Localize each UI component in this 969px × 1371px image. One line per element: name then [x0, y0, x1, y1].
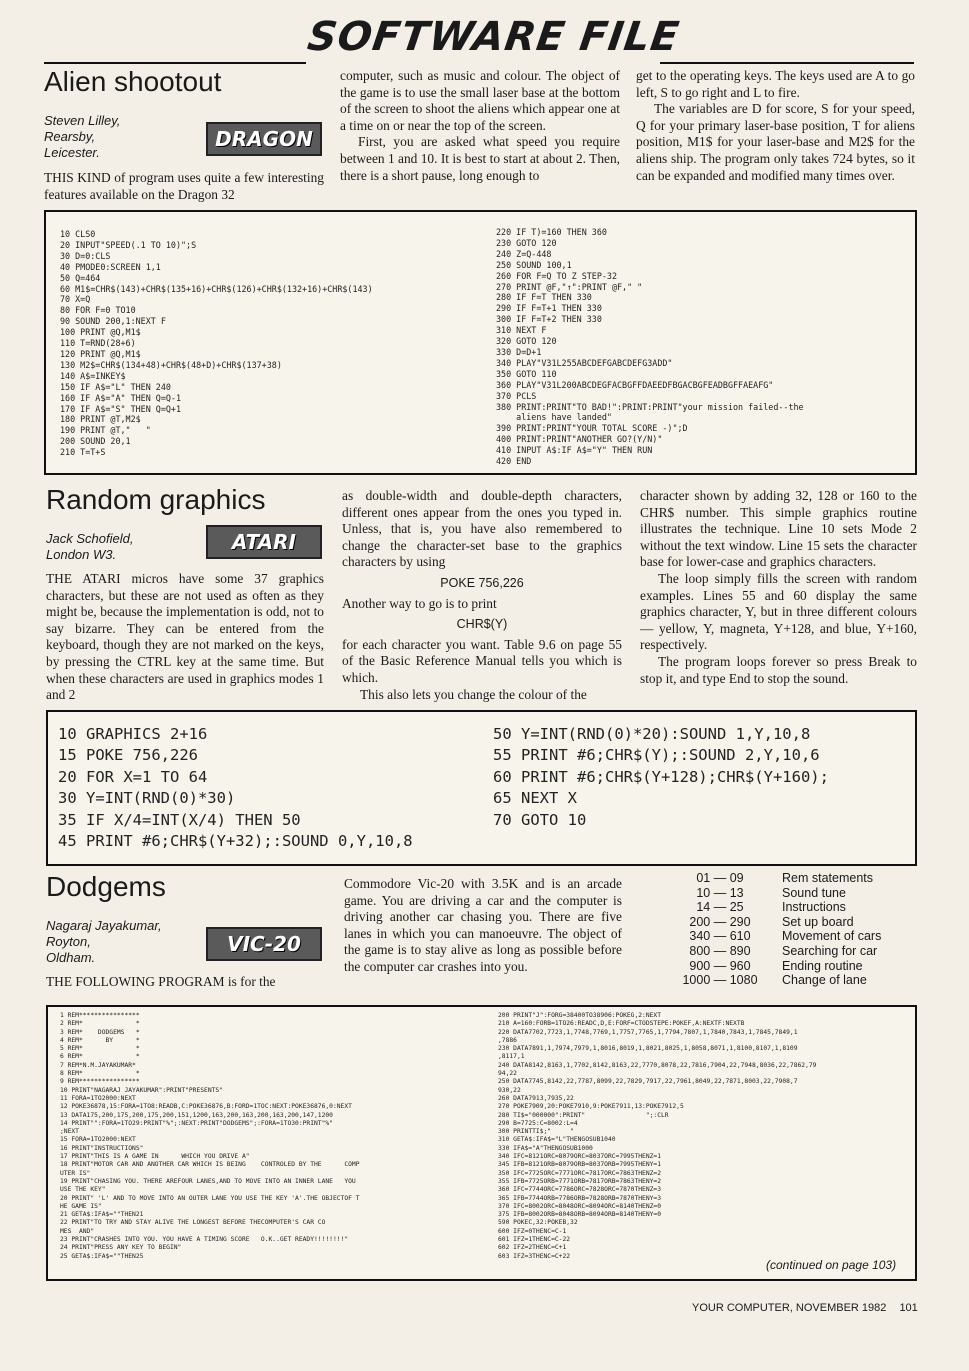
code-line: 210 A=160:FORB=1TO26:READC,D,E:FORF=CTODSTEPE:POKEF,A:NEXTF:NEXTB — [498, 1020, 745, 1028]
code-line: 355 IFB=7725ORB=7771ORB=7817ORB=7863THENY=2 — [498, 1177, 662, 1185]
header-rule-left — [44, 62, 306, 64]
table-row — [670, 929, 920, 944]
dragon-platform-badge: DRAGON — [206, 122, 322, 156]
code-line: 210 T=T+S — [60, 447, 106, 458]
line-range: 900 — 960 — [689, 958, 751, 973]
code-line: 310 GETA$:IFA$="L"THENGOSUB1040 — [498, 1136, 616, 1144]
code-line: 240 DATA8142,8163,1,7702,8142,8163,22,7770,8078,22,7816,7904,22,7948,8036,22,7862,79 — [498, 1061, 817, 1069]
code-line: 70 X=Q — [60, 294, 91, 305]
table-row — [670, 915, 920, 930]
code-line: 8 REM* * — [60, 1070, 140, 1078]
code-line: 290 B=7725:C=8002:L=4 — [498, 1119, 578, 1127]
code-line: 3 REM* DODGEMS * — [60, 1028, 140, 1036]
code-line: 360 PLAY"V31L200ABCDEGFACBGFFDAEEDFBGACBGFEADBGFFAEAFG" — [496, 379, 774, 390]
code-line: 150 IF A$="L" THEN 240 — [60, 381, 171, 392]
code-line: 290 IF F=T+1 THEN 330 — [496, 303, 602, 314]
article-title-random-graphics: Random graphics — [46, 484, 266, 515]
code-line: 602 IFZ=2THENC=C+1 — [498, 1244, 567, 1252]
code-line: 180 PRINT @T,M2$ — [60, 414, 141, 425]
table-row — [670, 886, 920, 901]
code-line: 100 PRINT @Q,M1$ — [60, 327, 141, 338]
code-line: ,7886 — [498, 1036, 517, 1044]
code-line: 6 REM* * — [60, 1053, 140, 1061]
code-line: 94,22 — [498, 1070, 517, 1078]
code-line: 365 IFB=7744ORB=7786ORB=7828ORB=7870THENY=3 — [498, 1194, 662, 1202]
code-line: 270 PRINT @F,"↑":PRINT @F," " — [496, 281, 643, 292]
code-line: 50 Y=INT(RND(0)*20):SOUND 1,Y,10,8 — [493, 725, 811, 743]
code-line: 345 IFB=8121ORB=8079ORB=8037ORB=7995THENY=1 — [498, 1161, 662, 1169]
code-line: 16 PRINT"INSTRUCTIONS" — [60, 1144, 144, 1152]
code-line: 60 M1$=CHR$(143)+CHR$(135+16)+CHR$(126)+CHR$(132+16)+CHR$(143) — [60, 283, 373, 294]
code-line: 420 END — [496, 456, 532, 467]
code-line: 10 GRAPHICS 2+16 — [58, 725, 208, 743]
code-line: 601 IFZ=1THENC=C-22 — [498, 1236, 571, 1244]
code-line: 30 D=0:CLS — [60, 250, 111, 261]
code-line: 590 POKEC,32:POKEB,32 — [498, 1219, 578, 1227]
code-line: 370 IFC=8002ORC=8048ORC=8094ORC=8140THENZ=0 — [498, 1202, 662, 1210]
line-range: 340 — 610 — [689, 929, 751, 944]
line-description: Ending routine — [782, 958, 863, 973]
code-line: 50 Q=464 — [60, 272, 101, 283]
code-line: 260 DATA7913,7935,22 — [498, 1094, 574, 1102]
code-line: 190 PRINT @T," " — [60, 425, 151, 436]
code-line: 250 DATA7745,8142,22,7787,8099,22,7829,7917,22,7961,8049,22,7871,8003,22,7908,7 — [498, 1078, 798, 1086]
line-range: 10 — 13 — [696, 885, 744, 900]
code-line: 230 DATA7891,1,7974,7979,1,8016,8019,1,8021,8025,1,8058,8071,1,8100,8107,1,8109 — [498, 1045, 798, 1053]
code-line: 14 PRINT"":FORA=1TO29:PRINT"%";:NEXT:PRINT"DODGEMS";:FORA=1TO30:PRINT"%" — [60, 1119, 333, 1127]
code-line: 30 Y=INT(RND(0)*30) — [58, 789, 236, 808]
code-listing-right — [496, 227, 912, 467]
code-line: 65 NEXT X — [493, 789, 577, 808]
code-line: 4 REM* BY * — [60, 1036, 140, 1044]
code-line: 22 PRINT"TO TRY AND STAY ALIVE THE LONGEST BEFORE THECOMPUTER'S CAR CO — [60, 1219, 326, 1227]
code-line: 375 IFB=8002ORB=8048ORB=8094ORB=8140THENY=0 — [498, 1211, 662, 1219]
table-row — [670, 944, 920, 959]
code-line: 10 PRINT"NAGARAJ JAYAKUMAR":PRINT"PRESENTS" — [60, 1086, 224, 1094]
code-line: 13 DATA175,200,175,200,175,200,151,1200,163,200,163,200,163,200,147,1200 — [60, 1111, 333, 1119]
code-line: 240 Z=Q-448 — [496, 248, 552, 259]
code-listing-right — [493, 724, 913, 831]
code-line: 340 PLAY"V31L255ABCDEFGABCDEFG3ADD" — [496, 357, 673, 368]
code-line: 2 REM* * — [60, 1020, 140, 1028]
code-line: MES AND" — [60, 1227, 95, 1235]
code-line: 300 IF F=T+2 THEN 330 — [496, 314, 602, 325]
line-range: 1000 — 1080 — [682, 973, 758, 988]
code-line: USE THE KEY" — [60, 1186, 106, 1194]
table-row — [670, 973, 920, 988]
code-line: 45 PRINT #6;CHR$(Y+32);:SOUND 0,Y,10,8 — [58, 832, 413, 851]
code-line: 21 GETA$:IFA$=""THEN21 — [60, 1211, 144, 1219]
continued-note: (continued on page 103) — [766, 1258, 897, 1272]
code-line: 90 SOUND 200,1:NEXT F — [60, 316, 166, 327]
code-line: 120 PRINT @Q,M1$ — [60, 348, 141, 359]
section-banner: SOFTWARE FILE — [304, 14, 683, 60]
line-description: Rem statements — [782, 871, 874, 885]
code-line: 600 IFZ=0THENC=C-1 — [498, 1227, 567, 1235]
code-line: 11 FORA=1TO2000:NEXT — [60, 1094, 136, 1102]
footer-publication: YOUR COMPUTER, NOVEMBER 1982 — [692, 1302, 887, 1314]
table-row — [670, 959, 920, 974]
article-column-3: get to the operating keys. The keys used are A to go left, S to go right and L to fire. The variables are D for score, S for your speed, Q for your primary laser-base position, T for aliens position, M1$ for your laser-base and M2$ for the aliens ship. The program only takes 724 bytes, so it can be expanded and modified many times over. — [636, 68, 915, 183]
code-line: 410 INPUT A$:IF A$="Y" THEN RUN — [496, 445, 653, 456]
code-line: 35 IF X/4=INT(X/4) THEN 50 — [58, 810, 301, 829]
line-range: 14 — 25 — [696, 900, 744, 915]
code-line: 55 PRINT #6;CHR$(Y);:SOUND 2,Y,10,6 — [493, 746, 820, 765]
code-line: 360 IFC=7744ORC=7786ORC=7828ORC=7870THENZ=3 — [498, 1186, 662, 1194]
code-line: 930,22 — [498, 1086, 521, 1094]
line-number-table — [670, 871, 920, 988]
code-line: 200 SOUND 20,1 — [60, 436, 131, 447]
code-line: ,8117,1 — [498, 1053, 525, 1061]
code-line: ;NEXT — [60, 1128, 79, 1136]
code-line: 140 A$=INKEY$ — [60, 370, 126, 381]
code-line: 25 GETA$:IFA$=""THEN25 — [60, 1252, 144, 1260]
header-rule-right — [660, 62, 914, 64]
code-line: UTER IS" — [60, 1169, 91, 1177]
table-row — [670, 900, 920, 915]
author-byline: Nagaraj Jayakumar, Royton, Oldham. — [46, 918, 162, 965]
code-line: 340 IFC=8121ORC=8079ORC=8037ORC=7995THENZ=1 — [498, 1153, 662, 1161]
code-line: 5 REM* * — [60, 1045, 140, 1053]
article-column-2: Commodore Vic-20 with 3.5K and is an arcade game. You are driving a car and the computer is driving another car chasing you. There are five lanes in which you can manoeuvre. The object of the game is to stay alive as long as possible before the computer car crashes into you. — [344, 876, 622, 974]
code-line: 170 IF A$="S" THEN Q=Q+1 — [60, 403, 182, 414]
code-line: 270 POKE7909,20:POKE7910,9:POKE7911,13:POKE7912,5 — [498, 1103, 684, 1111]
code-line: 200 PRINT"J":FORG=38400TO38906:POKEG,2:NEXT — [498, 1012, 662, 1019]
code-line: 350 GOTO 110 — [496, 368, 557, 379]
footer-page-number: 101 — [899, 1302, 918, 1314]
code-line: 40 PMODE0:SCREEN 1,1 — [60, 261, 161, 272]
code-line: 1 REM**************** — [60, 1012, 140, 1019]
code-line: 110 T=RND(28+6) — [60, 338, 136, 349]
code-line: 310 NEXT F — [496, 325, 547, 336]
code-line: 20 PRINT" 'L' AND TO MOVE INTO AN OUTER LANE YOU USE THE KEY 'A'.THE OBJECTOF T — [60, 1194, 360, 1202]
code-line: 12 POKE36878,15:FORA=1TO8:READB,C:POKE36876,B:FORD=1TOC:NEXT:POKE36876,0:NEXT — [60, 1103, 352, 1111]
page-footer — [692, 1302, 918, 1314]
line-range: 800 — 890 — [689, 943, 751, 958]
atari-platform-badge: ATARI — [206, 525, 322, 559]
article-column-2: computer, such as music and colour. The object of the game is to use the small laser base at the bottom of the screen to shoot the aliens which appear one at a time on or near the top of the screen. First, you are asked what speed you require between 1 and 10. It is best to start at about 2. Then, there is a short pause, long enough to — [340, 68, 620, 183]
code-line: 15 FORA=1TO2000:NEXT — [60, 1136, 136, 1144]
code-line: 7 REM*N.M.JAYAKUMAR* — [60, 1061, 136, 1069]
line-description: Searching for car — [782, 943, 878, 958]
code-line: 220 DATA7702,7723,1,7748,7769,1,7757,7765,1,7794,7807,1,7840,7843,1,7845,7849,1 — [498, 1028, 798, 1036]
article-title-alien-shootout: Alien shootout — [44, 66, 222, 97]
article-column-3: character shown by adding 32, 128 or 160 to the CHR$ number. This simple graphics routine illustrates the technique. Line 10 sets Mode 2 without the text window. Line 15 sets the character base for lower-case and graphics characters. The loop simply fills the screen with random examples. Lines 55 and 60 display the same graphics character, Y, but in three different colours — yellow, Y, magneta, Y+128, and blue, Y+160, respectively. The program loops forever so press Break to stop it, and type End to stop the sound. — [640, 488, 917, 686]
code-line: 603 IFZ=3THENC=C+22 — [498, 1252, 571, 1260]
line-description: Set up board — [782, 914, 854, 929]
author-byline: Jack Schofield, London W3. — [46, 531, 134, 562]
code-line: 18 PRINT"MOTOR CAR AND ANOTHER CAR WHICH IS BEING CONTROLED BY THE COMP — [60, 1161, 360, 1169]
code-line: 280 TI$="000000":PRINT" ";:CLR — [498, 1111, 669, 1119]
code-line: 300 PRINTTI$;" " — [498, 1128, 574, 1136]
code-line: 220 IF T)=160 THEN 360 — [496, 227, 607, 237]
code-line: 60 PRINT #6;CHR$(Y+128);CHR$(Y+160); — [493, 767, 829, 786]
code-listing-left — [58, 724, 488, 852]
code-line: 20 FOR X=1 TO 64 — [58, 767, 208, 786]
code-line: 130 M2$=CHR$(134+48)+CHR$(48+D)+CHR$(137+38) — [60, 359, 282, 370]
code-line: aliens have landed" — [496, 412, 612, 423]
code-listing-right — [498, 1012, 912, 1261]
line-description: Sound tune — [782, 885, 846, 900]
line-description: Change of lane — [782, 973, 867, 988]
line-description: Movement of cars — [782, 929, 882, 944]
article-title-dodgems: Dodgems — [46, 871, 166, 902]
code-line: 23 PRINT"CRASHES INTO YOU. YOU HAVE A TIMING SCORE O.K..GET READY!!!!!!!!" — [60, 1236, 349, 1244]
code-line: 400 PRINT:PRINT"ANOTHER GO?(Y/N)" — [496, 434, 663, 445]
code-line: 160 IF A$="A" THEN Q=Q-1 — [60, 392, 182, 403]
article-column-1: THE FOLLOWING PROGRAM is for the — [46, 974, 276, 989]
code-line: 380 PRINT:PRINT"TO BAD!":PRINT:PRINT"your mission failed--the — [496, 401, 804, 412]
code-line: 250 SOUND 100,1 — [496, 259, 572, 270]
code-listing-left — [60, 229, 480, 458]
code-line: 10 CLS0 — [60, 229, 96, 239]
code-line: 17 PRINT"THIS IS A GAME IN WHICH YOU DRIVE A" — [60, 1153, 250, 1161]
line-description: Instructions — [782, 900, 846, 915]
code-line: 19 PRINT"CHASING YOU. THERE AREFOUR LANES,AND TO MOVE INTO AN INNER LANE YOU — [60, 1177, 356, 1185]
line-range: 200 — 290 — [689, 914, 751, 929]
code-line: 260 FOR F=Q TO Z STEP-32 — [496, 270, 618, 281]
code-line: 320 GOTO 120 — [496, 336, 557, 347]
code-line: 330 D=D+1 — [496, 346, 542, 357]
table-row — [670, 871, 920, 886]
article-column-1: THE ATARI micros have some 37 graphics characters, but these are not used as often as they might be, because the implementation is odd, not to say bizarre. They can be entered from the keyboard, though they are not marked on the keys, by pressing the CTRL key at the same time. But when these characters are used in graphics modes 1 and 2 — [46, 571, 324, 703]
code-line: 230 GOTO 120 — [496, 237, 557, 248]
code-line: 370 PCLS — [496, 390, 537, 401]
code-line: 24 PRINT"PRESS ANY KEY TO BEGIN" — [60, 1244, 182, 1252]
line-range: 01 — 09 — [696, 871, 744, 885]
article-column-2: as double-width and double-depth characters, different ones appear from the ones you typed in. Unless, that is, you have also remembered to change the character-set base to the graphics characters by using POKE 756,226 Another way to go is to print CHR$(Y) for each character you want. Table 9.6 on page 55 of the Basic Reference Manual tells you which is which. This also lets you change the colour of the — [342, 488, 622, 702]
code-line: 80 FOR F=0 TO10 — [60, 305, 136, 316]
code-line: 70 GOTO 10 — [493, 810, 587, 829]
code-listing-left — [60, 1012, 488, 1261]
author-byline: Steven Lilley, Rearsby, Leicester. — [44, 113, 121, 160]
code-line: 9 REM**************** — [60, 1078, 140, 1086]
code-line: 330 IFA$="A"THENGOSUB1000 — [498, 1144, 593, 1152]
code-line: 20 INPUT"SPEED(.1 TO 10)";S — [60, 239, 197, 250]
vic-20-platform-badge: VIC-20 — [206, 927, 322, 961]
code-line: 390 PRINT:PRINT"YOUR TOTAL SCORE -)";D — [496, 423, 688, 434]
article-column-1: THIS KIND of program uses quite a few interesting features available on the Dragon 32 — [44, 170, 324, 202]
code-line: 280 IF F=T THEN 330 — [496, 292, 592, 303]
code-line: HE GAME IS" — [60, 1202, 102, 1210]
code-line: 350 IFC=7725ORC=7771ORC=7817ORC=7863THENZ=2 — [498, 1169, 662, 1177]
code-line: 15 POKE 756,226 — [58, 746, 198, 765]
